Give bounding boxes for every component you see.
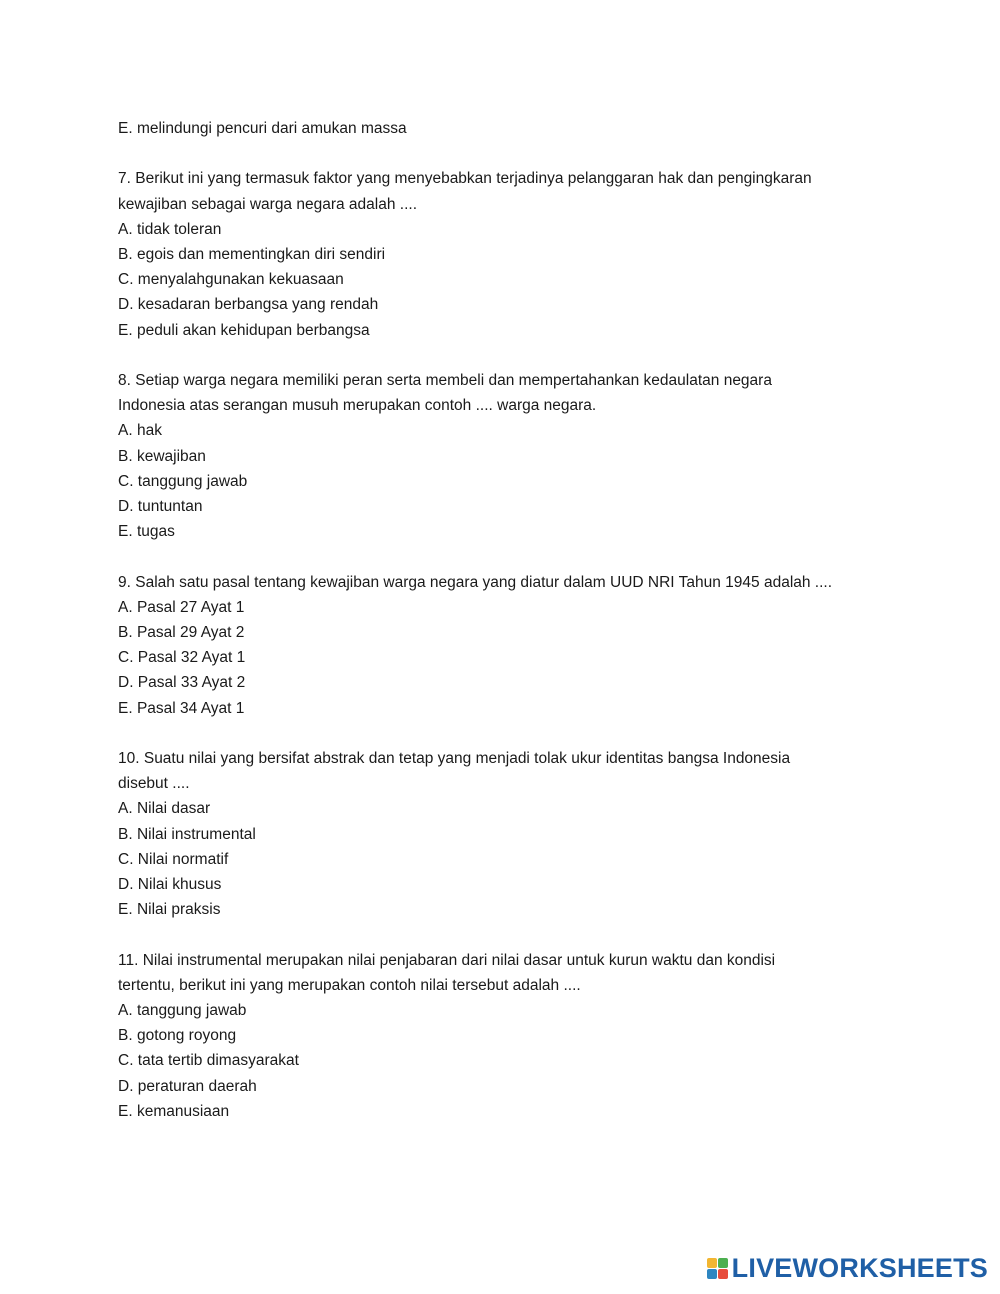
- text-line: E. tugas: [118, 523, 175, 541]
- logo-mark-icon: [707, 1258, 728, 1279]
- text-line: C. Nilai normatif: [118, 850, 229, 868]
- text-line: D. Nilai khusus: [118, 876, 222, 894]
- text-line: D. peraturan daerah: [118, 1077, 257, 1095]
- text-line: E. Nilai praksis: [118, 901, 221, 919]
- text-line: D. kesadaran berbangsa yang rendah: [118, 296, 379, 314]
- paragraph-gap: [118, 721, 908, 746]
- text-line: B. kewajiban: [118, 447, 206, 465]
- text-line: D. Pasal 33 Ayat 2: [118, 674, 246, 692]
- text-line: C. Pasal 32 Ayat 1: [118, 649, 246, 667]
- text-line: 8. Setiap warga negara memiliki peran serta membeli dan mempertahankan kedaulatan negara: [118, 372, 772, 389]
- text-line: C. tata tertib dimasyarakat: [118, 1052, 299, 1070]
- text-line: E. peduli akan kehidupan berbangsa: [118, 321, 370, 339]
- text-line: A. tanggung jawab: [118, 1002, 247, 1020]
- text-line: A. hak: [118, 422, 162, 440]
- text-line: E. kemanusiaan: [118, 1102, 230, 1120]
- paragraph-gap: [118, 141, 908, 166]
- logo-mark-square: [707, 1269, 717, 1279]
- text-line: Indonesia atas serangan musuh merupakan contoh .... warga negara.: [118, 397, 597, 415]
- text-line: B. Pasal 29 Ayat 2: [118, 624, 245, 642]
- text-line: 10. Suatu nilai yang bersifat abstrak dan tetap yang menjadi tolak ukur identitas bangsa Indonesia: [118, 750, 791, 768]
- text-line: B. gotong royong: [118, 1027, 237, 1045]
- paragraph-gap: [118, 343, 908, 368]
- text-line: E. melindungi pencuri dari amukan massa: [118, 120, 407, 137]
- text-line: 11. Nilai instrumental merupakan nilai penjabaran dari nilai dasar untuk kurun waktu dan kondisi: [118, 951, 776, 969]
- text-line: kewajiban sebagai warga negara adalah ....: [118, 195, 418, 213]
- text-line: C. tanggung jawab: [118, 472, 248, 490]
- text-line: 9. Salah satu pasal tentang kewajiban warga negara yang diatur dalam UUD NRI Tahun 1945 adalah ....: [118, 573, 833, 591]
- text-line: tertentu, berikut ini yang merupakan contoh nilai tersebut adalah ....: [118, 976, 581, 994]
- text-line: A. tidak toleran: [118, 220, 222, 238]
- text-line: A. Nilai dasar: [118, 800, 211, 818]
- logo-mark-square: [718, 1258, 728, 1268]
- text-line: C. menyalahgunakan kekuasaan: [118, 271, 344, 289]
- worksheet-content: [118, 116, 908, 1124]
- text-line: B. Nilai instrumental: [118, 825, 256, 843]
- paragraph-gap: [118, 544, 908, 569]
- liveworksheets-logo: [707, 1255, 988, 1282]
- text-line: E. Pasal 34 Ayat 1: [118, 699, 245, 717]
- logo-mark-square: [718, 1269, 728, 1279]
- text-line: A. Pasal 27 Ayat 1: [118, 598, 245, 616]
- text-line: D. tuntuntan: [118, 498, 203, 516]
- text-line: disebut ....: [118, 775, 190, 793]
- paragraph-gap: [118, 922, 908, 947]
- logo-mark-square: [707, 1258, 717, 1268]
- text-line: B. egois dan mementingkan diri sendiri: [118, 246, 386, 263]
- text-line: 7. Berikut ini yang termasuk faktor yang menyebabkan terjadinya pelanggaran hak dan pengingkaran: [118, 170, 812, 188]
- logo-text: LIVEWORKSHEETS: [731, 1253, 988, 1283]
